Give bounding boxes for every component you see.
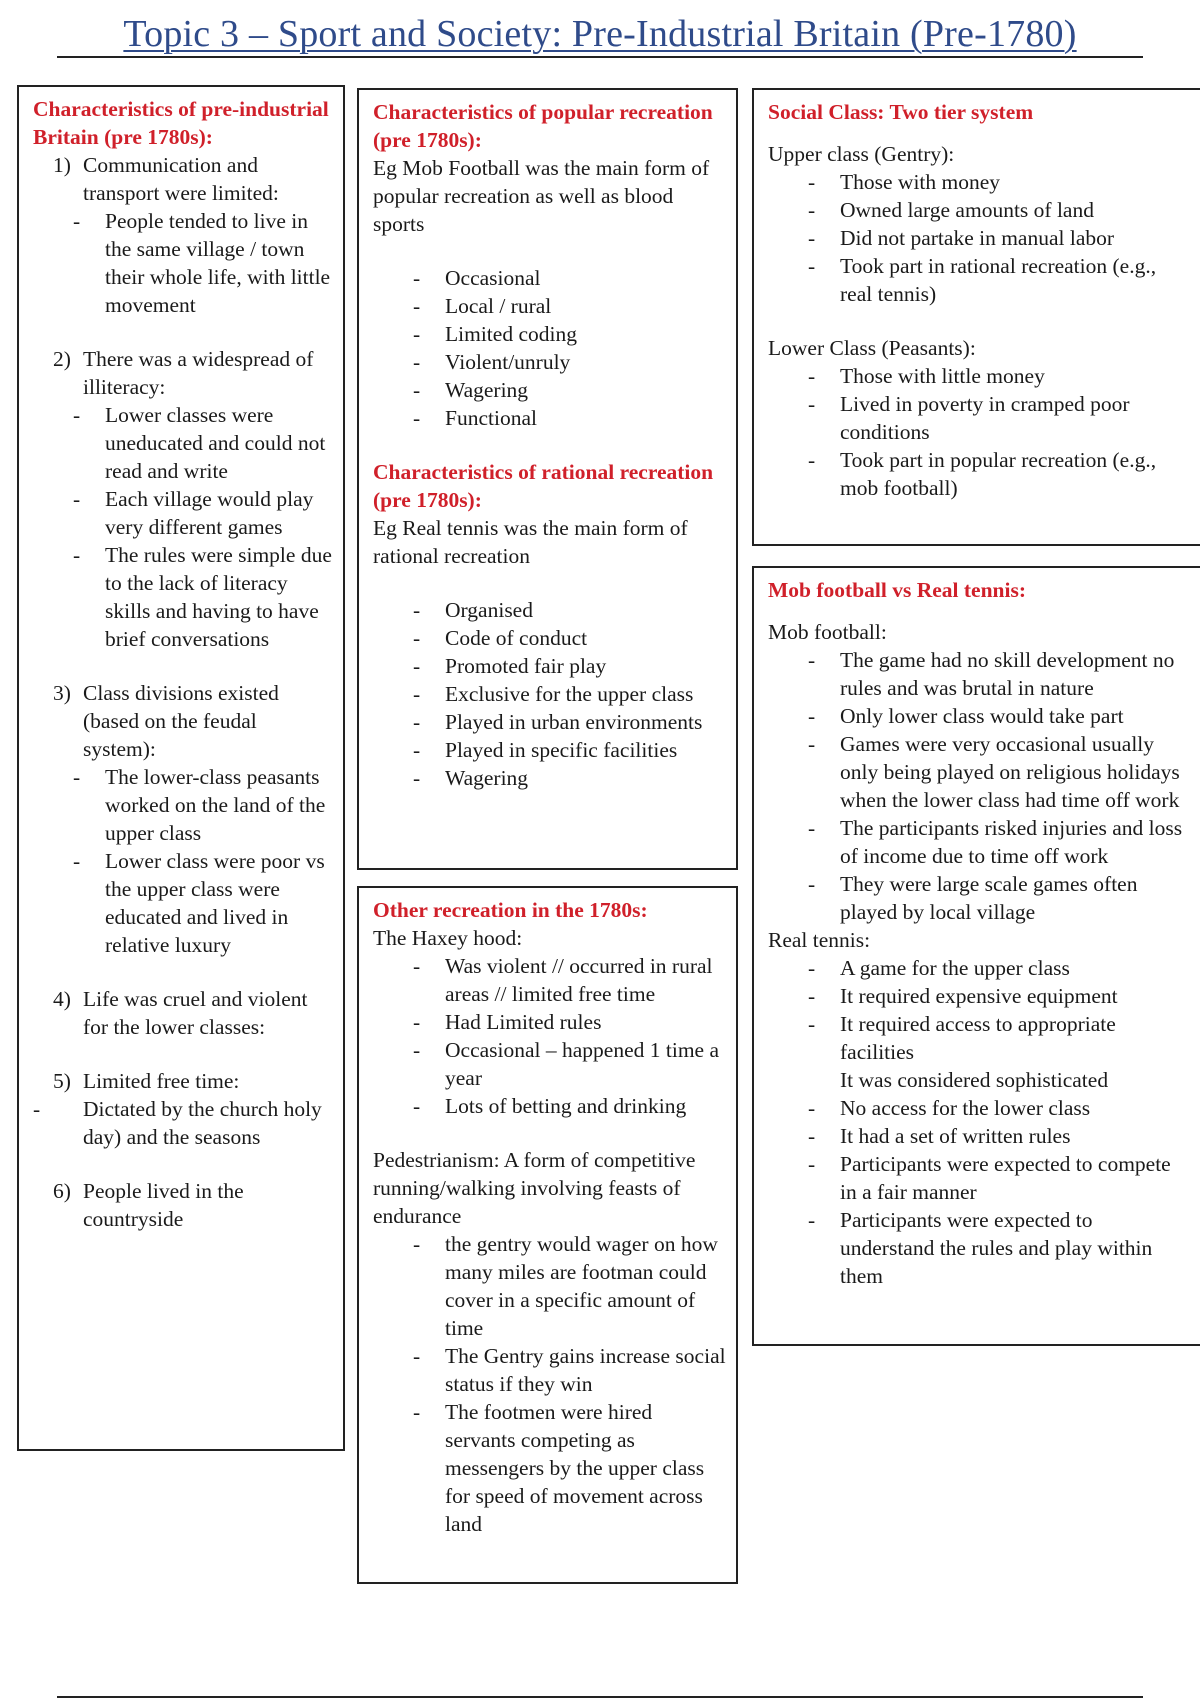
bullet-text: Wagering [445, 378, 529, 402]
bullet-text: It was considered sophisticated [840, 1068, 1109, 1092]
lower-class-label: Lower Class (Peasants): [768, 336, 976, 360]
point [33, 345, 333, 401]
bullet-text: Only lower class would take part [840, 704, 1124, 728]
bullet: - The footmen were hired servants competing as messengers by the upper class for speed of movement across land [413, 1400, 705, 1536]
bullet: - No access for the lower class [808, 1096, 1091, 1120]
bullet-text: Code of conduct [445, 626, 588, 650]
bullet-text: No access for the lower class [840, 1096, 1091, 1120]
bullet: - Wagering [413, 766, 529, 790]
bullet: - Occasional – happened 1 time a year [413, 1038, 720, 1090]
point-text: Life was cruel and violent for the lower classes: [83, 987, 308, 1039]
bullet-text: Occasional – happened 1 time a year [445, 1038, 720, 1090]
bullet-text: Lived in poverty in cramped poor conditions [840, 392, 1130, 444]
bullet: - Functional [413, 406, 537, 430]
bullet: - Was violent // occurred in rural areas // limited free time [413, 954, 713, 1006]
footer-rule [57, 1696, 1143, 1698]
bullet-text: Was violent // occurred in rural areas // limited free time [445, 954, 713, 1006]
bullet: - Wagering [413, 378, 529, 402]
bullet: - Took part in rational recreation (e.g., real tennis) [808, 254, 1157, 306]
point-number: 2) [53, 347, 71, 371]
point-text: People lived in the countryside [83, 1179, 244, 1231]
bullet: - It had a set of written rules [808, 1124, 1071, 1148]
bullet-text: Functional [445, 406, 537, 430]
bullet-text: Did not partake in manual labor [840, 226, 1115, 250]
bullet: - The Gentry gains increase social status if they win [413, 1344, 726, 1396]
bullet: - The lower-class peasants worked on the land of the upper class [73, 765, 326, 845]
bullet: - Exclusive for the upper class [413, 682, 694, 706]
bullet-text: Played in urban environments [445, 710, 703, 734]
popular-rational-box [357, 88, 738, 870]
bullet-text: Those with money [840, 170, 1001, 194]
point [33, 151, 333, 207]
page-title: Topic 3 – Sport and Society: Pre-Industrial Britain (Pre-1780) [123, 13, 1077, 55]
bullet-text: Each village would play very different games [105, 487, 314, 539]
preindustrial-heading: Characteristics of pre-industrial Britain (pre 1780s): [33, 97, 329, 149]
bullet-text: Limited coding [445, 322, 577, 346]
rational-heading: Characteristics of rational recreation (pre 1780s): [373, 460, 714, 512]
bullet-text: The lower-class peasants worked on the land of the upper class [105, 765, 326, 845]
bullet: - Took part in popular recreation (e.g., mob football) [808, 448, 1157, 500]
real-tennis-label: Real tennis: [768, 928, 871, 952]
bullet: - Each village would play very different games [73, 487, 314, 539]
bullet-text: Participants were expected to understand the rules and play within them [840, 1208, 1153, 1288]
bullet-text: Violent/unruly [445, 350, 571, 374]
other-recreation-box [357, 886, 738, 1584]
bullet: - Occasional [413, 266, 541, 290]
bullet: - Lower class were poor vs the upper class were educated and lived in relative luxury [73, 849, 325, 957]
bullet-text: Lower classes were uneducated and could not read and write [105, 403, 326, 483]
haxey-label: The Haxey hood: [373, 926, 523, 950]
point-text: Class divisions existed (based on the feudal system): [83, 681, 279, 761]
bullet: - Played in urban environments [413, 710, 703, 734]
bullet: - Owned large amounts of land [808, 198, 1094, 222]
point-number: 5) [53, 1069, 71, 1093]
bullet-text: Had Limited rules [445, 1010, 602, 1034]
bullet: - People tended to live in the same village / town their whole life, with little movement [73, 209, 331, 317]
bullet-text: It required expensive equipment [840, 984, 1118, 1008]
preindustrial-box [17, 85, 345, 1451]
point [33, 1177, 333, 1233]
bullet: - Those with little money [808, 364, 1045, 388]
point-text: Limited free time: [83, 1069, 240, 1093]
point-text: Communication and transport were limited: [83, 153, 279, 205]
bullet-text: Local / rural [445, 294, 552, 318]
bullet-text: The Gentry gains increase social status if they win [445, 1344, 726, 1396]
pedestrianism-intro: Pedestrianism: A form of competitive running/walking involving feasts of endurance [373, 1148, 696, 1228]
bullet: - Dictated by the church holy day) and the seasons [33, 1097, 322, 1149]
bullet: - Only lower class would take part [808, 704, 1124, 728]
mob-vs-heading: Mob football vs Real tennis: [768, 578, 1026, 602]
bullet-text: Participants were expected to compete in a fair manner [840, 1152, 1171, 1204]
bullet-text: Organised [445, 598, 533, 622]
bullet-text: Occasional [445, 266, 541, 290]
bullet: - Participants were expected to compete in a fair manner [808, 1152, 1171, 1204]
bullet: - Played in specific facilities [413, 738, 678, 762]
bullet-text: The participants risked injuries and loss of income due to time off work [840, 816, 1183, 868]
mob-vs-tennis-box [752, 566, 1200, 1346]
bullet-text: The footmen were hired servants competing as messengers by the upper class for speed of movement across land [445, 1400, 705, 1536]
bullet: - Those with money [808, 170, 1001, 194]
bullet-text: the gentry would wager on how many miles are footman could cover in a specific amount of time [445, 1232, 718, 1340]
bullet: - Local / rural [413, 294, 552, 318]
point [33, 1067, 333, 1095]
plain-line [768, 1066, 1190, 1094]
bullet-text: Wagering [445, 766, 529, 790]
bullet-text: Owned large amounts of land [840, 198, 1094, 222]
bullet-text: Promoted fair play [445, 654, 607, 678]
bullet-text: Played in specific facilities [445, 738, 678, 762]
popular-intro: Eg Mob Football was the main form of popular recreation as well as blood sports [373, 156, 710, 236]
bullet: - Code of conduct [413, 626, 588, 650]
bullet: - It required access to appropriate facilities [808, 1012, 1116, 1064]
bullet: - They were large scale games often played by local village [808, 872, 1138, 924]
bullet-text: Took part in rational recreation (e.g., real tennis) [840, 254, 1157, 306]
bullet: - A game for the upper class [808, 956, 1070, 980]
rational-intro: Eg Real tennis was the main form of rational recreation [373, 516, 688, 568]
bullet: - the gentry would wager on how many miles are footman could cover in a specific amount of time [413, 1232, 718, 1340]
bullet: - Did not partake in manual labor [808, 226, 1115, 250]
bullet-text: A game for the upper class [840, 956, 1070, 980]
bullet-text: The game had no skill development no rules and was brutal in nature [840, 648, 1175, 700]
bullet: - The participants risked injuries and loss of income due to time off work [808, 816, 1183, 868]
bullet: - Limited coding [413, 322, 577, 346]
bullet-text: It required access to appropriate facilities [840, 1012, 1116, 1064]
point-number: 4) [53, 987, 71, 1011]
bullet-text: Lots of betting and drinking [445, 1094, 687, 1118]
bullet: - The game had no skill development no rules and was brutal in nature [808, 648, 1175, 700]
bullet-text: Those with little money [840, 364, 1045, 388]
popular-heading: Characteristics of popular recreation (pre 1780s): [373, 100, 713, 152]
bullet: - Lots of betting and drinking [413, 1094, 687, 1118]
preindustrial-points [33, 151, 333, 1233]
mob-football-label: Mob football: [768, 620, 887, 644]
bullet: - It required expensive equipment [808, 984, 1118, 1008]
bullet: - Games were very occasional usually only being played on religious holidays when the lower class had time off work [808, 732, 1180, 812]
bullet-text: Took part in popular recreation (e.g., mob football) [840, 448, 1157, 500]
upper-class-label: Upper class (Gentry): [768, 142, 955, 166]
bullet: - Violent/unruly [413, 350, 571, 374]
bullet-text: Dictated by the church holy day) and the seasons [83, 1097, 322, 1149]
bullet: - The rules were simple due to the lack of literacy skills and having to have brief conversations [73, 543, 332, 651]
point-number: 6) [53, 1179, 71, 1203]
bullet: - Lived in poverty in cramped poor conditions [808, 392, 1130, 444]
social-class-box [752, 88, 1200, 546]
point [33, 985, 333, 1041]
bullet: - Lower classes were uneducated and could not read and write [73, 403, 326, 483]
bullet-text: Exclusive for the upper class [445, 682, 694, 706]
point-number: 1) [53, 153, 71, 177]
point-number: 3) [53, 681, 71, 705]
bullet: - Participants were expected to understand the rules and play within them [808, 1208, 1153, 1288]
bullet-text: Lower class were poor vs the upper class were educated and lived in relative luxury [105, 849, 325, 957]
title-rule [57, 56, 1143, 58]
bullet-text: Games were very occasional usually only being played on religious holidays when the lower class had time off work [840, 732, 1180, 812]
bullet-text: It had a set of written rules [840, 1124, 1071, 1148]
bullet-text: The rules were simple due to the lack of literacy skills and having to have brief conversations [105, 543, 332, 651]
bullet-text: People tended to live in the same village / town their whole life, with little movement [105, 209, 331, 317]
bullet: - Organised [413, 598, 533, 622]
bullet-text: They were large scale games often played by local village [840, 872, 1138, 924]
point [33, 679, 333, 763]
social-heading: Social Class: Two tier system [768, 100, 1034, 124]
bullet: - Promoted fair play [413, 654, 607, 678]
other-heading: Other recreation in the 1780s: [373, 898, 648, 922]
bullet: - Had Limited rules [413, 1010, 602, 1034]
point-text: There was a widespread of illiteracy: [83, 347, 314, 399]
